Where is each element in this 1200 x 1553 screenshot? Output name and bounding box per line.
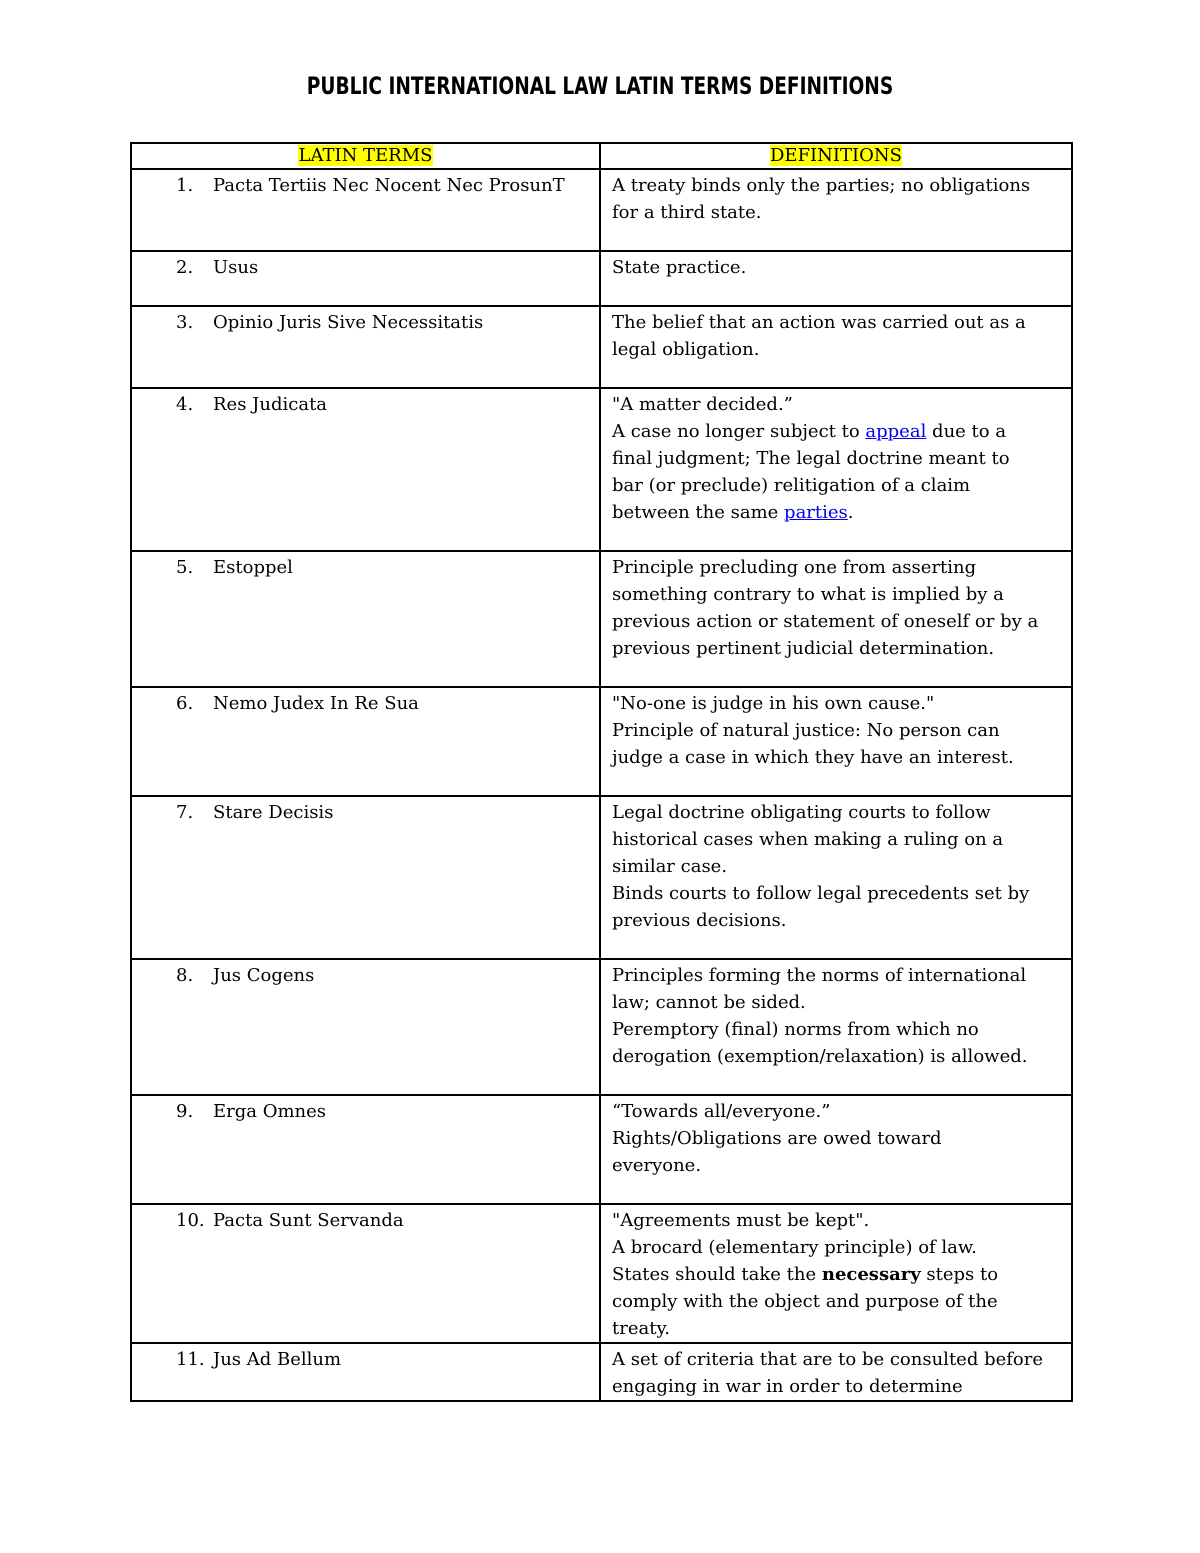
definition-cell xyxy=(600,251,1072,306)
table-row xyxy=(131,1204,1072,1343)
definition-line: A brocard (elementary principle) of law. xyxy=(612,1237,977,1258)
definition-text: between the same xyxy=(612,502,785,523)
term-cell xyxy=(131,551,600,687)
definition-line: Legal doctrine obligating courts to follow xyxy=(612,802,991,823)
definition-cell xyxy=(600,388,1072,551)
definition-line: A treaty binds only the parties; no obligations xyxy=(612,175,1031,196)
definition-line: A set of criteria that are to be consulted before xyxy=(612,1349,1043,1370)
definition-line: Rights/Obligations are owed toward xyxy=(612,1128,942,1149)
definition-line: “Towards all/everyone.” xyxy=(612,1101,831,1122)
emphasis-text: necessary xyxy=(821,1264,921,1285)
term-text: Usus xyxy=(213,257,259,278)
appeal-link[interactable]: appeal xyxy=(865,421,927,442)
latin-terms-table xyxy=(130,142,1073,1402)
definition-text: States should take the xyxy=(612,1264,822,1285)
definition-cell xyxy=(600,1204,1072,1343)
definition-line: similar case. xyxy=(612,856,728,877)
definition-text: due to a xyxy=(926,421,1007,442)
definition-text: . xyxy=(847,502,854,523)
definition-line: for a third state. xyxy=(612,202,762,223)
column-header-definitions xyxy=(600,143,1072,169)
definition-line: Binds courts to follow legal precedents set by xyxy=(612,883,1030,904)
definition-line: "A matter decided.” xyxy=(612,394,793,415)
definition-line: treaty. xyxy=(612,1318,670,1339)
table-row xyxy=(131,306,1072,388)
term-cell xyxy=(131,169,600,251)
definition-line: derogation (exemption/relaxation) is allowed. xyxy=(612,1046,1028,1067)
definition-line: previous action or statement of oneself or by a xyxy=(612,611,1039,632)
term-text: Erga Omnes xyxy=(213,1101,327,1122)
definition-line: law; cannot be sided. xyxy=(612,992,806,1013)
term-text: Nemo Judex In Re Sua xyxy=(213,693,419,714)
term-cell xyxy=(131,1095,600,1204)
term-cell xyxy=(131,959,600,1095)
table-row xyxy=(131,551,1072,687)
term-number: 5. xyxy=(176,557,194,578)
definition-line: Peremptory (final) norms from which no xyxy=(612,1019,979,1040)
table-row xyxy=(131,251,1072,306)
definition-text: A case no longer subject to xyxy=(612,421,866,442)
term-number: 1. xyxy=(176,175,194,196)
definition-line: Principles forming the norms of international xyxy=(612,965,1027,986)
table-row xyxy=(131,388,1072,551)
definition-cell xyxy=(600,687,1072,796)
table-row xyxy=(131,959,1072,1095)
definition-line: previous decisions. xyxy=(612,910,787,931)
definition-line: something contrary to what is implied by a xyxy=(612,584,1004,605)
term-text: Stare Decisis xyxy=(213,802,334,823)
term-number: 9. xyxy=(176,1101,194,1122)
term-cell xyxy=(131,687,600,796)
definition-cell xyxy=(600,169,1072,251)
table-row xyxy=(131,1343,1072,1401)
term-cell xyxy=(131,796,600,959)
table-row xyxy=(131,796,1072,959)
term-number: 11. xyxy=(176,1349,205,1370)
term-text: Pacta Tertiis Nec Nocent Nec ProsunT xyxy=(213,175,565,196)
term-text: Jus Cogens xyxy=(213,965,315,986)
term-number: 8. xyxy=(176,965,194,986)
definition-line: previous pertinent judicial determination. xyxy=(612,638,995,659)
term-text: Jus Ad Bellum xyxy=(213,1349,342,1370)
table-row xyxy=(131,687,1072,796)
definition-line: engaging in war in order to determine xyxy=(612,1376,963,1397)
term-number: 7. xyxy=(176,802,194,823)
table-row xyxy=(131,169,1072,251)
table-row xyxy=(131,1095,1072,1204)
term-number: 4. xyxy=(176,394,194,415)
definition-cell xyxy=(600,796,1072,959)
definition-line: comply with the object and purpose of the xyxy=(612,1291,998,1312)
term-cell xyxy=(131,1343,600,1401)
definition-line xyxy=(612,499,1061,526)
definition-line: "No-one is judge in his own cause." xyxy=(612,693,935,714)
definition-cell xyxy=(600,1343,1072,1401)
definition-line: Principle of natural justice: No person can xyxy=(612,720,1000,741)
definition-cell xyxy=(600,551,1072,687)
definition-line xyxy=(612,1261,1061,1288)
definition-line: Principle precluding one from asserting xyxy=(612,557,977,578)
term-cell xyxy=(131,388,600,551)
header-highlight: LATIN TERMS xyxy=(298,145,433,166)
definition-line: bar (or preclude) relitigation of a claim xyxy=(612,475,971,496)
definition-line: The belief that an action was carried out as a xyxy=(612,312,1026,333)
term-number: 2. xyxy=(176,257,194,278)
definition-line: historical cases when making a ruling on a xyxy=(612,829,1004,850)
page-title: PUBLIC INTERNATIONAL LAW LATIN TERMS DEFINITIONS xyxy=(306,72,894,100)
term-number: 10. xyxy=(176,1210,205,1231)
definition-line xyxy=(612,418,1061,445)
definition-line: final judgment; The legal doctrine meant to xyxy=(612,448,1010,469)
term-text: Opinio Juris Sive Necessitatis xyxy=(213,312,484,333)
definition-cell xyxy=(600,1095,1072,1204)
term-cell xyxy=(131,1204,600,1343)
term-number: 6. xyxy=(176,693,194,714)
term-text: Estoppel xyxy=(213,557,293,578)
definition-line: judge a case in which they have an interest. xyxy=(612,747,1014,768)
term-cell xyxy=(131,306,600,388)
table-header-row xyxy=(131,143,1072,169)
term-text: Res Judicata xyxy=(213,394,328,415)
definition-line: legal obligation. xyxy=(612,339,760,360)
definition-cell xyxy=(600,306,1072,388)
definition-line: "Agreements must be kept". xyxy=(612,1210,870,1231)
definition-line: everyone. xyxy=(612,1155,702,1176)
definition-cell xyxy=(600,959,1072,1095)
term-text: Pacta Sunt Servanda xyxy=(213,1210,404,1231)
term-cell xyxy=(131,251,600,306)
definition-text: steps to xyxy=(920,1264,999,1285)
header-highlight: DEFINITIONS xyxy=(770,145,902,166)
term-number: 3. xyxy=(176,312,194,333)
parties-link[interactable]: parties xyxy=(784,502,848,523)
definition-line: State practice. xyxy=(612,257,747,278)
column-header-terms xyxy=(131,143,600,169)
